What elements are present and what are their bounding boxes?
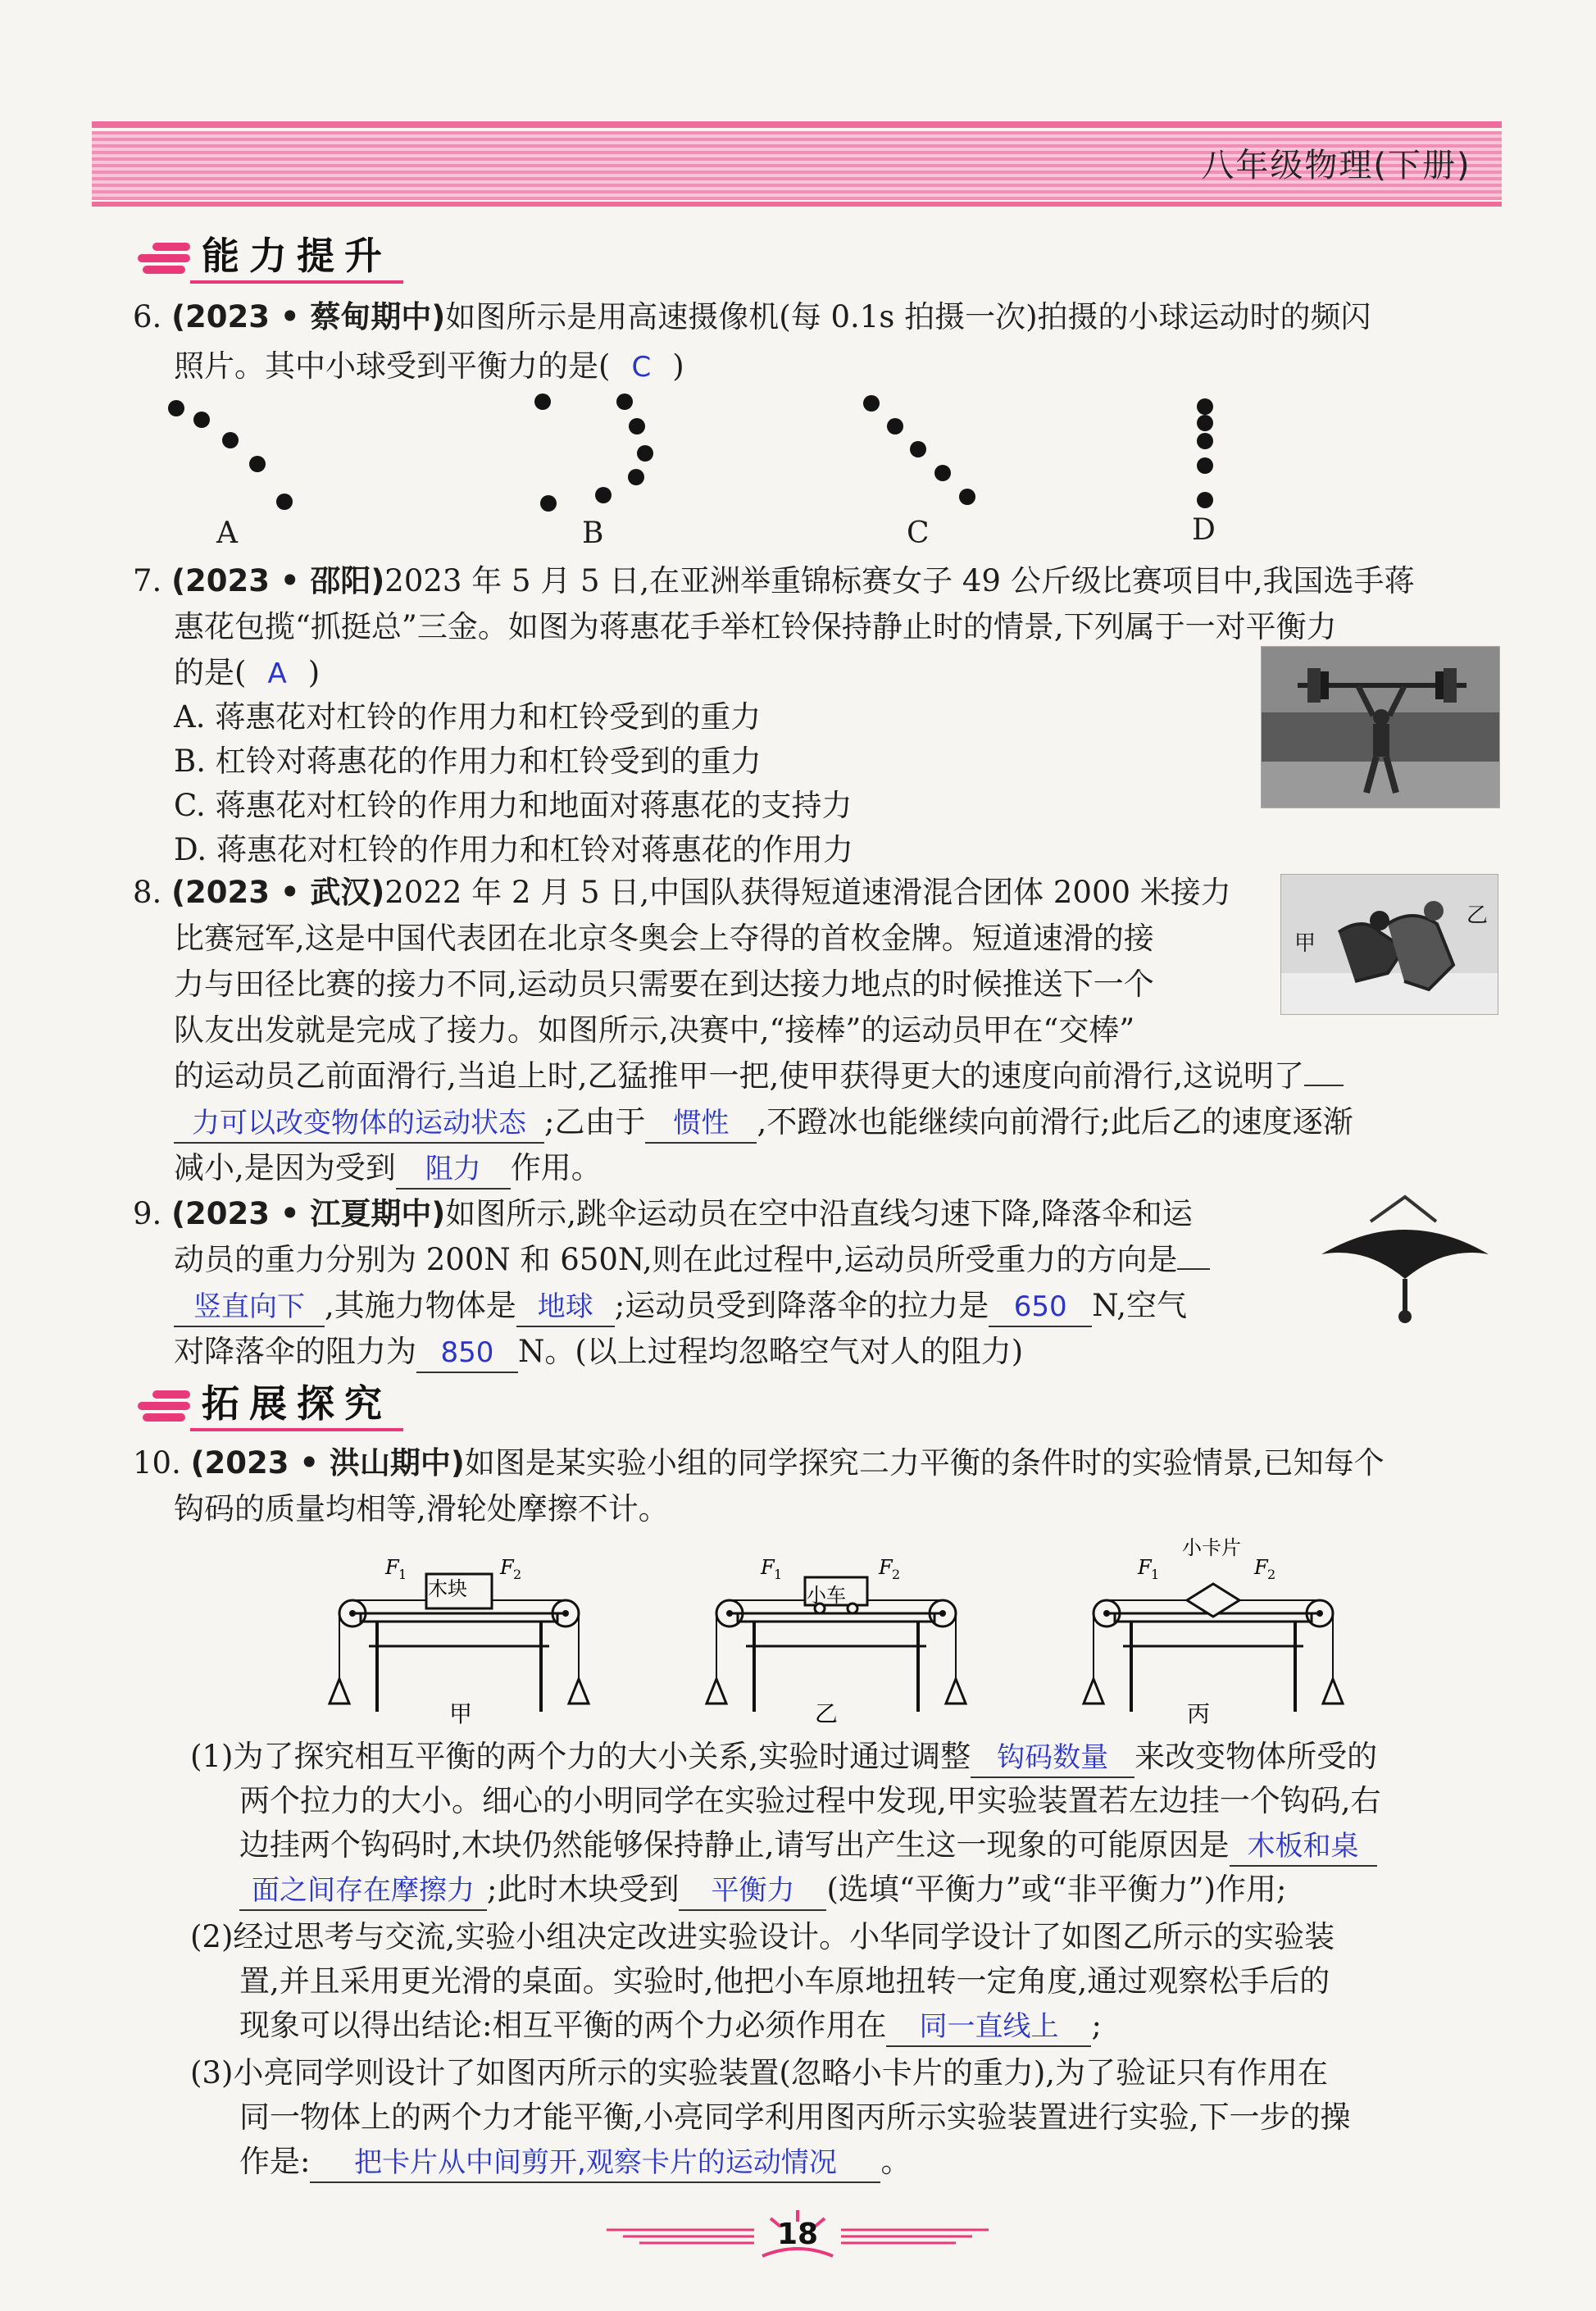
q9-text-4: ;运动员受到降落伞的拉力是 — [614, 1288, 989, 1323]
q8-answer-3: 阻力 — [396, 1150, 511, 1190]
section-marker-icon — [138, 1387, 195, 1423]
q10-fig-jia-f1: F — [385, 1556, 399, 1579]
q10-text-1: 如图是某实验小组的同学探究二力平衡的条件时的实验情景,已知每个 — [464, 1445, 1385, 1481]
q10-p3-text-3: 作是: — [239, 2144, 311, 2179]
q8-answer-2: 惯性 — [645, 1104, 757, 1144]
q7-choice-b: B. 杠铃对蒋惠花的作用力和杠铃受到的重力 — [174, 744, 762, 779]
q10-p3-line-3 — [239, 2141, 911, 2183]
q10-p1-text-1: (1)为了探究相互平衡的两个力的大小关系,实验时通过调整 — [190, 1739, 971, 1774]
q10-number: 10. — [133, 1445, 181, 1481]
q10-p1-text-4: ;此时木块受到 — [487, 1872, 680, 1907]
q10-p2-line-1: (2)经过思考与交流,实验小组决定改进实验设计。小华同学设计了如图乙所示的实验装 — [190, 1919, 1335, 1954]
header-band-top — [92, 121, 1502, 128]
q10-fig-yi-f1-sub: 1 — [774, 1567, 783, 1582]
q8-line-3: 力与田径比赛的接力不同,运动员只需要在到达接力地点的时候推送下一个 — [174, 967, 1154, 1002]
q7-choice-d: D. 蒋惠花对杠铃的作用力和杠铃对蒋惠花的作用力 — [174, 832, 853, 867]
q10-p1-text-3: 边挂两个钩码时,木块仍然能够保持静止,请写出产生这一现象的可能原因是 — [239, 1827, 1230, 1863]
q10-p1-answer-2b: 面之间存在摩擦力 — [239, 1872, 487, 1911]
q9-line-4 — [174, 1331, 1023, 1373]
q10-p1-answer-1: 钩码数量 — [971, 1739, 1134, 1778]
q10-fig-bing-f2-sub: 2 — [1267, 1567, 1276, 1582]
q6-option-d: D — [1192, 513, 1216, 547]
q10-fig-yi-object: 小车 — [807, 1584, 846, 1607]
q9-line-2 — [174, 1240, 1210, 1281]
q10-fig-caption-bing: 丙 — [1187, 1700, 1211, 1727]
q9-answer-3: 650 — [989, 1288, 1092, 1327]
q8-number: 8. — [133, 875, 162, 910]
q8-line-2: 比赛冠军,这是中国代表团在北京冬奥会上夺得的首枚金牌。短道速滑的接 — [174, 921, 1154, 956]
q6-option-a: A — [216, 516, 238, 550]
q9-answer-2: 地球 — [516, 1288, 615, 1327]
q10-p3-answer: 把卡片从中间剪开,观察卡片的运动情况 — [310, 2144, 880, 2183]
q6-text-2: 照片。其中小球受到平衡力的是( — [174, 348, 611, 384]
section-title-tuozhan: 拓展探究 — [190, 1379, 403, 1431]
q6-text-3: ) — [672, 348, 684, 384]
q7-answer: A — [267, 657, 287, 690]
q8-text-7: ,不蹬冰也能继续向前滑行;此后乙的速度逐渐 — [757, 1104, 1353, 1140]
q7-line-2: 惠花包揽“抓挺总”三金。如图为蒋惠花手举杠铃保持静止时的情景,下列属于一对平衡力 — [174, 609, 1337, 644]
q8-skating-photo — [1280, 874, 1498, 1015]
q10-fig-caption-yi: 乙 — [815, 1700, 839, 1727]
q8-source: (2023 • 武汉) — [171, 875, 385, 910]
q7-weightlifter-photo — [1261, 646, 1500, 808]
q6-line-2 — [174, 346, 684, 388]
q10-fig-jia-f2: F — [500, 1556, 514, 1579]
q10-p2-line-3 — [239, 2005, 1102, 2047]
q10-p1-text-5: (选填“平衡力”或“非平衡力”)作用; — [826, 1872, 1287, 1907]
q8-line-1 — [133, 872, 1231, 913]
q8-photo-label-jia: 甲 — [1294, 931, 1316, 956]
header-title: 八年级物理(下册) — [1201, 147, 1471, 184]
q9-answer-1: 竖直向下 — [174, 1288, 325, 1327]
q10-experiment-figure — [311, 1523, 1394, 1736]
q10-p1-line-3 — [239, 1825, 1377, 1867]
q10-fig-jia-object: 木块 — [428, 1577, 467, 1600]
q10-fig-yi-f2-sub: 2 — [892, 1567, 901, 1582]
q10-fig-jia-f2-sub: 2 — [513, 1567, 522, 1582]
q7-source: (2023 • 邵阳) — [171, 563, 385, 598]
q9-text-6: 对降落伞的阻力为 — [174, 1334, 416, 1369]
section-marker-icon — [138, 239, 195, 275]
q10-p3-line-1: (3)小亮同学则设计了如图丙所示的实验装置(忽略小卡片的重力),为了验证只有作用在 — [190, 2055, 1329, 2090]
q8-text-8: 减小,是因为受到 — [174, 1150, 396, 1185]
q10-source: (2023 • 洪山期中) — [190, 1445, 465, 1481]
q10-p1-answer-2a: 木板和桌 — [1230, 1827, 1377, 1867]
q8-text-1: 2022 年 2 月 5 日,中国队获得短道速滑混合团体 2000 米接力 — [384, 875, 1231, 910]
q9-line-3 — [174, 1285, 1187, 1327]
q7-text-4: ) — [307, 655, 321, 690]
q10-p1-line-1 — [190, 1736, 1377, 1778]
q8-text-5: 的运动员乙前面滑行,当追上时,乙猛推甲一把,使甲获得更大的速度向前滑行,这说明了 — [174, 1058, 1305, 1094]
q8-line-5 — [174, 1056, 1344, 1097]
q10-fig-bing-f1-sub: 1 — [1151, 1567, 1160, 1582]
q10-fig-bing-f1: F — [1138, 1556, 1152, 1579]
q6-number: 6. — [133, 299, 162, 334]
q9-number: 9. — [133, 1196, 162, 1231]
q10-p2-answer: 同一直线上 — [886, 2008, 1091, 2047]
q8-answer-1: 力可以改变物体的运动状态 — [174, 1104, 544, 1144]
q6-text-1: 如图所示是用高速摄像机(每 0.1s 拍摄一次)拍摄的小球运动时的频闪 — [445, 299, 1371, 334]
q9-line-1 — [133, 1194, 1193, 1235]
q8-line-6 — [174, 1102, 1353, 1144]
q10-p1-text-2: 来改变物体所受的 — [1134, 1739, 1378, 1774]
q10-line-2: 钩码的质量均相等,滑轮处摩擦不计。 — [174, 1491, 669, 1526]
q7-choice-c: C. 蒋惠花对杠铃的作用力和地面对蒋惠花的支持力 — [174, 788, 853, 823]
q10-fig-yi-f1: F — [761, 1556, 775, 1579]
q7-line-3 — [174, 653, 320, 694]
q10-p1-line-4 — [239, 1869, 1286, 1911]
q7-choice-a: A. 蒋惠花对杠铃的作用力和杠铃受到的重力 — [174, 699, 762, 735]
q8-photo-label-yi: 乙 — [1466, 903, 1489, 928]
q10-p2-text-4: ; — [1091, 2008, 1102, 2043]
q6-option-c: C — [907, 516, 930, 550]
q9-text-7: N。(以上过程均忽略空气对人的阻力) — [518, 1334, 1024, 1369]
q8-text-6: ;乙由于 — [544, 1104, 646, 1140]
q6-source: (2023 • 蔡甸期中) — [171, 299, 446, 334]
q10-p2-text-3: 现象可以得出结论:相互平衡的两个力必须作用在 — [239, 2008, 887, 2043]
q6-option-b: B — [582, 516, 604, 550]
q8-line-7 — [174, 1148, 602, 1190]
q10-fig-bing-card: 小卡片 — [1182, 1536, 1241, 1559]
q10-p1-line-2: 两个拉力的大小。细心的小明同学在实验过程中发现,甲实验装置若左边挂一个钩码,右 — [239, 1783, 1381, 1818]
q9-blank-lead — [1177, 1268, 1210, 1270]
q9-text-5: N,空气 — [1092, 1288, 1188, 1323]
q7-number: 7. — [133, 563, 162, 598]
q10-line-1 — [133, 1443, 1385, 1484]
q10-fig-jia-f1-sub: 1 — [398, 1567, 407, 1582]
q9-text-2: 动员的重力分别为 200N 和 650N,则在此过程中,运动员所受重力的方向是 — [174, 1242, 1178, 1277]
q9-text-3: ,其施力物体是 — [325, 1288, 516, 1323]
q7-line-1 — [133, 561, 1414, 602]
q10-p3-text-4: 。 — [880, 2144, 912, 2179]
q10-p2-line-2: 置,并且采用更光滑的桌面。实验时,他把小车原地扭转一定角度,通过观察松手后的 — [239, 1963, 1330, 1999]
q7-text-3: 的是( — [174, 655, 247, 690]
q10-fig-caption-jia: 甲 — [449, 1700, 473, 1727]
header-band-bottom — [92, 202, 1502, 207]
q9-answer-4: 850 — [416, 1334, 518, 1373]
q9-source: (2023 • 江夏期中) — [171, 1196, 446, 1231]
q10-p1-answer-3: 平衡力 — [679, 1872, 826, 1911]
q9-parachute-photo — [1313, 1189, 1497, 1330]
q8-blank-lead — [1304, 1085, 1344, 1086]
page-number: 18 — [776, 2218, 819, 2251]
q8-text-9: 作用。 — [510, 1150, 602, 1185]
q6-answer: C — [631, 351, 652, 384]
q9-text-1: 如图所示,跳伞运动员在空中沿直线匀速下降,降落伞和运 — [445, 1196, 1193, 1231]
q10-fig-yi-f2: F — [879, 1556, 893, 1579]
q10-p3-line-2: 同一物体上的两个力才能平衡,小亮同学利用图丙所示实验装置进行实验,下一步的操 — [239, 2099, 1351, 2135]
q6-line-1 — [133, 297, 1371, 338]
section-title-nengli: 能力提升 — [190, 231, 403, 284]
q8-line-4: 队友出发就是完成了接力。如图所示,决赛中,“接棒”的运动员甲在“交棒” — [174, 1012, 1135, 1048]
q7-text-1: 2023 年 5 月 5 日,在亚洲举重锦标赛女子 49 公斤级比赛项目中,我国选手蒋 — [384, 563, 1415, 598]
q10-fig-bing-f2: F — [1254, 1556, 1268, 1579]
